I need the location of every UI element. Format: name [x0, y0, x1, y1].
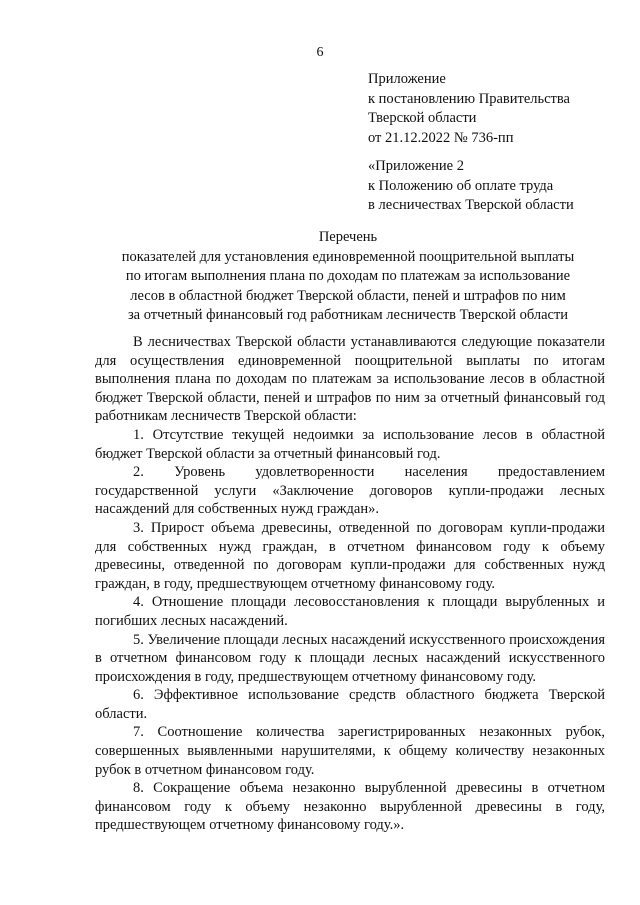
intro-paragraph: В лесничествах Тверской области устанавливаются следующие показатели для осуществления единовременной поощрительной выплаты по итогам выполнения плана по доходам по платежам за использование лесов в областной бюджет Тверской области, пеней и штрафов по ним за отчетный финансовый год работникам лесничеств Тверской области:	[95, 334, 605, 425]
list-item: 6. Эффективное использование средств областного бюджета Тверской области.	[95, 687, 605, 722]
list-item: 7. Соотношение количества зарегистрированных незаконных рубок, совершенных выявленными нарушителями, к общему количеству незаконных рубок в отчетном финансовом году.	[95, 724, 605, 778]
list-item: 2. Уровень удовлетворенности населения предоставлением государственной услуги «Заключение договоров купли-продажи лесных насаждений для собственных нужд граждан».	[95, 464, 605, 518]
document-body	[95, 333, 605, 835]
title-subtitle-line: за отчетный финансовый год работникам лесничеств Тверской области	[127, 307, 569, 323]
list-item: 8. Сокращение объема незаконно вырубленной древесины в отчетном финансовом году к объему незаконно вырубленной древесины в году, предшествующем отчетному финансовому году.».	[95, 780, 605, 834]
title-subtitle-line: показателей для установления единовременной поощрительной выплаты	[121, 248, 575, 265]
list-item: 5. Увеличение площади лесных насаждений искусственного происхождения в отчетном финансовом году к площади лесных насаждений искусственного происхождения в году, предшествующем отчетному финансовому году.	[95, 631, 605, 685]
title-subtitle-line: по итогам выполнения плана по доходам по платежам за использование	[125, 268, 571, 284]
list-item: 1. Отсутствие текущей недоимки за использование лесов в областной бюджет Тверской области за отчетный финансовый год.	[95, 426, 605, 462]
appendix-2-line: «Приложение 2	[368, 158, 464, 174]
appendix-2-header	[368, 157, 574, 216]
appendix-2-line: в лесничествах Тверской области	[368, 197, 574, 213]
appendix-line: Тверской области	[368, 110, 477, 126]
page-number: 6	[316, 45, 324, 60]
appendix-line: Приложение	[368, 71, 446, 87]
appendix-2-line: к Положению об оплате труда	[368, 177, 554, 194]
appendix-header	[368, 70, 570, 148]
list-item: 4. Отношение площади лесовосстановления к площади вырубленных и погибших лесных насаждений.	[95, 594, 605, 629]
title-subtitle-line: лесов в областной бюджет Тверской области, пеней и штрафов по ним	[130, 287, 566, 304]
list-item: 3. Прирост объема древесины, отведенной по договорам купли-продажи для собственных нужд граждан, в отчетном финансовом году к объему древесины, отведенной по договорам купли-продажи для собственных нужд граждан, в году, предшествующем отчетному финансовому году.	[95, 519, 605, 592]
appendix-line: к постановлению Правительства	[368, 90, 570, 107]
appendix-line: от 21.12.2022 № 736-пп	[368, 129, 514, 146]
document-title	[90, 228, 606, 326]
title-heading: Перечень	[318, 229, 378, 245]
